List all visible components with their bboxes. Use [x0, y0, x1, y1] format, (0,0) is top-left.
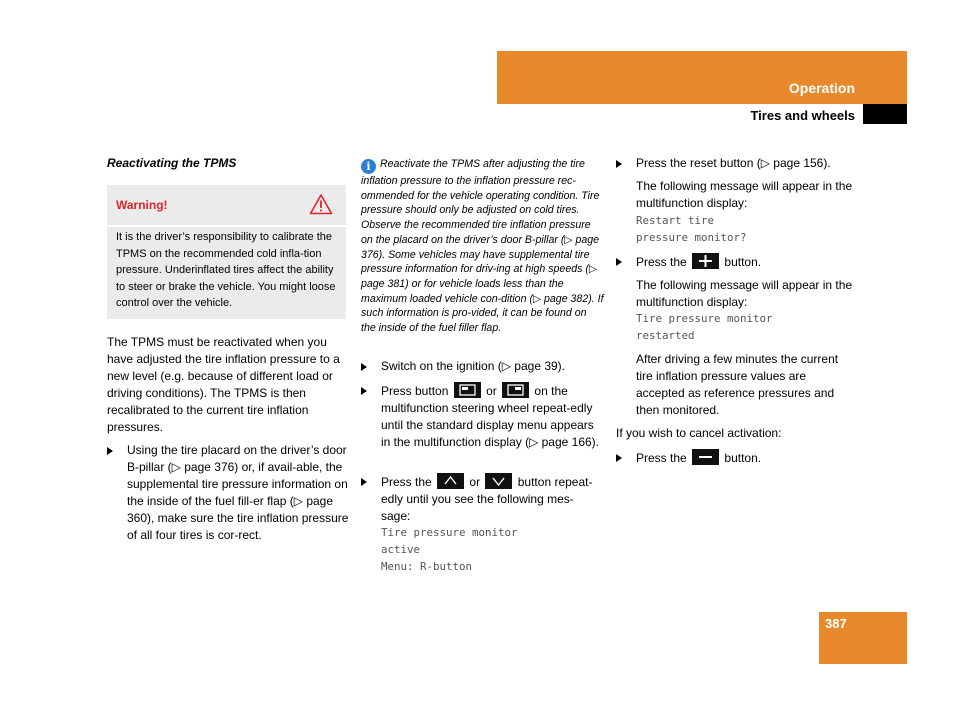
bullet-arrow-icon — [616, 454, 622, 462]
text-segment: button. — [724, 255, 762, 269]
list-item-text — [381, 382, 603, 451]
display-line: Tire pressure monitor — [636, 312, 773, 325]
list-item-text: Press the reset button (▷ page 156). — [636, 156, 831, 170]
text-segment: or — [486, 384, 497, 398]
bullet-arrow-icon — [361, 387, 367, 395]
warning-text: It is the driver’s responsibility to calibrate the TPMS on the recommended cold infla-tion pressure. Underinflated tires affect the ability to steer or brake the vehicle. You might loose control over the vehicle. — [116, 231, 336, 310]
subsection-title: Tires and wheels — [750, 108, 855, 123]
minus-button-icon — [692, 449, 719, 465]
list-item-text — [381, 473, 603, 525]
display-line: active — [381, 543, 421, 556]
warning-label: Warning! — [116, 198, 168, 212]
bullet-arrow-icon — [361, 478, 367, 486]
list-item-text: Switch on the ignition (▷ page 39). — [381, 359, 566, 373]
list-item-text: Using the tire placard on the driver’s door B-pillar (▷ page 376) or, if avail-able, the supplemental tire pressure information on the inside of the fuel fill-er flap (▷ page 360), make sure the tire inflation pressure of all four tires is cor-rect. — [127, 443, 349, 542]
page-forward-button-icon — [454, 382, 481, 398]
text-segment: Press the — [381, 475, 432, 489]
info-note — [361, 157, 604, 336]
list-item-text — [636, 253, 861, 271]
bullet-arrow-icon — [107, 447, 113, 455]
message-intro: The following message will appear in the multifunction display: — [636, 179, 853, 210]
display-line: pressure monitor? — [636, 231, 747, 244]
page-number-box — [819, 612, 907, 664]
section-title: Operation — [788, 80, 855, 96]
info-icon: i — [361, 159, 376, 174]
section-header-bar — [497, 51, 907, 104]
list-item-text — [636, 449, 861, 467]
cancel-intro: If you wish to cancel activation: — [616, 426, 782, 440]
text-segment: Press the — [636, 451, 687, 465]
bullet-arrow-icon — [361, 363, 367, 371]
display-line: Restart tire — [636, 214, 715, 227]
bullet-arrow-icon — [616, 160, 622, 168]
down-arrow-button-icon — [485, 473, 512, 489]
plus-button-icon — [692, 253, 719, 269]
warning-triangle-icon — [309, 193, 333, 218]
display-line: Menu: R-button — [381, 560, 473, 573]
reference-pressure-note: After driving a few minutes the current tire inflation pressure values are accepted as reference pressures and then monitored. — [636, 352, 839, 417]
text-segment: Press the — [636, 255, 687, 269]
message-intro: The following message will appear in the multifunction display: — [636, 278, 853, 309]
text-segment: or — [469, 475, 481, 489]
text-segment: on the multifunction steering wheel repeat-edly until the standard display menu appears in the multifunction display (▷ page 166). — [381, 384, 600, 449]
text-segment: Press button — [381, 384, 449, 398]
warning-box — [107, 185, 346, 319]
up-arrow-button-icon — [437, 473, 464, 489]
display-message — [381, 524, 518, 575]
bullet-arrow-icon — [616, 258, 622, 266]
display-message — [636, 310, 773, 344]
page-back-button-icon — [502, 382, 529, 398]
text-segment: button repeat-edly until you see the following mes-sage: — [381, 475, 593, 523]
text-segment: button. — [724, 451, 762, 465]
warning-header — [107, 185, 346, 227]
display-line: Tire pressure monitor — [381, 526, 518, 539]
display-line: restarted — [636, 329, 695, 342]
display-message — [636, 212, 747, 246]
heading-reactivating-tpms: Reactivating the TPMS — [107, 156, 237, 170]
page-number: 387 — [825, 616, 847, 631]
info-note-text: Reactivate the TPMS after adjusting the tire inflation pressure to the inflation pressure rec-ommended for the vehicle operating condition. Tire pressure should only be adjusted on cold tires. Observe the recommended tire inflation pressure on the placard on the driver’s door B-pillar (▷ page 376). Some vehicles may have supplemental tire pressure information for driv-ing at high speeds (▷ page 381) or for vehicle loads less than the maximum loaded vehicle con-dition (▷ page 382). If such information is pro-vided, it can be found on the inside of the fuel filler flap. — [361, 158, 604, 335]
tpms-intro-paragraph: The TPMS must be reactivated when you have adjusted the tire inflation pressure to a new level (e.g. because of different load or driving conditions). The TPMS is then recalibrated to the current tire inflation pressures. — [107, 335, 340, 434]
subsection-marker — [863, 104, 907, 124]
